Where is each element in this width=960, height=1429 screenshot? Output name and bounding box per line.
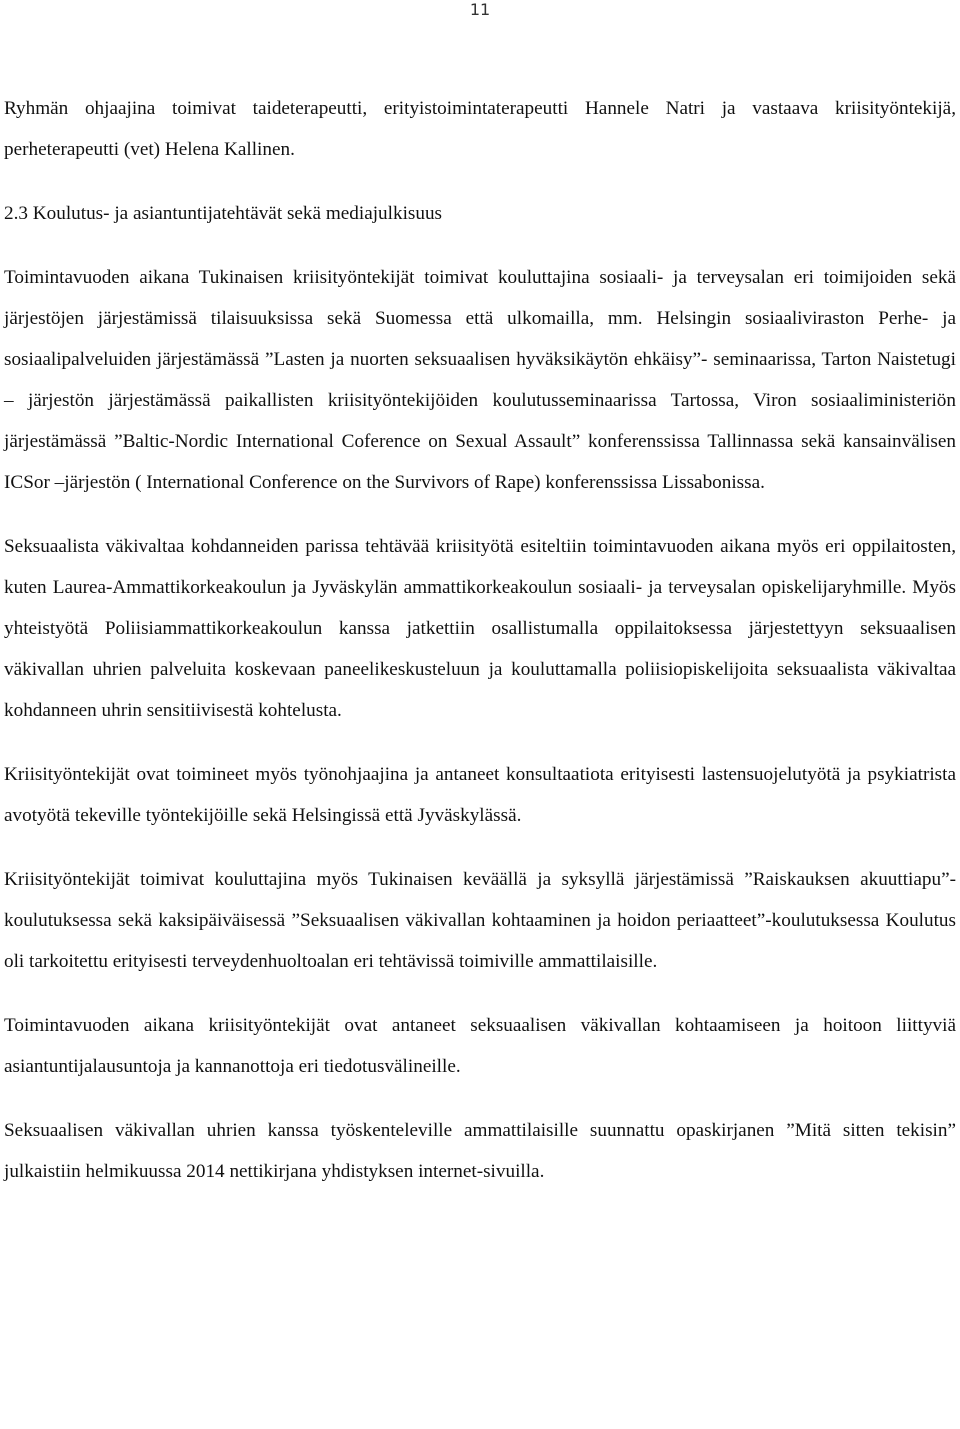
paragraph-spacer (4, 731, 956, 754)
paragraph-institutions: Seksuaalista väkivaltaa kohdanneiden parissa tehtävää kriisityötä esiteltiin toimintavuoden aikana myös eri oppilaitosten, kuten Laurea-Ammattikorkeakoulun ja Jyväskylän ammattikorkeakoulun sosiaali- ja terveysalan opiskelijaryhmille. Myös yhteistyötä Poliisiammattikorkeakoulun kanssa jatkettiin osallistumalla oppilaitoksessa järjestettyyn seksuaalisen väkivallan uhrien palveluita koskevaan paneelikeskusteluun ja kouluttamalla poliisiopiskelijoita seksuaalista väkivaltaa kohdanneen uhrin sensitiivisestä kohtelusta. (4, 536, 956, 721)
paragraph-spacer (4, 503, 956, 526)
paragraph-supervision: Kriisityöntekijät ovat toimineet myös työnohjaajina ja antaneet konsultaatiota erityisesti lastensuojelutyötä ja psykiatrista avotyötä tekeville työntekijöille sekä Helsingissä että Jyväskylässä. (4, 764, 956, 826)
paragraph-guidebook: Seksuaalisen väkivallan uhrien kanssa työskenteleville ammattilaisille suunnattu opaskirjanen ”Mitä sitten tekisin” julkaistiin helmikuussa 2014 nettikirjana yhdistyksen internet-sivuilla. (4, 1120, 956, 1182)
page-number: 11 (469, 0, 491, 19)
document-body (4, 88, 956, 1192)
paragraph-spacer (4, 836, 956, 859)
paragraph-training: Toimintavuoden aikana Tukinaisen kriisityöntekijät toimivat kouluttajina sosiaali- ja terveysalan eri toimijoiden sekä järjestöjen järjestämissä tilaisuuksissa sekä Suomessa että ulkomailla, mm. Helsingin sosiaaliviraston Perhe- ja sosiaalipalveluiden järjestämässä ”Lasten ja nuorten seksuaalisen hyväksikäytön ehkäisy”- seminaarissa, Tarton Naistetugi – järjestön järjestämässä paikallisten kriisityöntekijöiden koulutusseminaarissa Tartossa, Viron sosiaaliministeriön järjestämässä ”Baltic-Nordic International Coference on Sexual Assault” konferenssissa Tallinnassa sekä kansainvälisen ICSor –järjestön ( International Conference on the Survivors of Rape) konferenssissa Lissabonissa. (4, 267, 956, 493)
paragraph-spacer (4, 1087, 956, 1110)
paragraph-spacer (4, 982, 956, 1005)
paragraph-courses: Kriisityöntekijät toimivat kouluttajina myös Tukinaisen keväällä ja syksyllä järjestämissä ”Raiskauksen akuuttiapu”-koulutuksessa sekä kaksipäiväisessä ”Seksuaalisen väkivallan kohtaaminen ja hoidon periaatteet”-koulutuksessa Koulutus oli tarkoitettu erityisesti terveydenhuoltoalan eri tehtävissä toimiville ammattilaisille. (4, 869, 956, 972)
paragraph-statements: Toimintavuoden aikana kriisityöntekijät ovat antaneet seksuaalisen väkivallan kohtaamiseen ja hoitoon liittyviä asiantuntijalausuntoja ja kannanottoja eri tiedotusvälineille. (4, 1015, 956, 1077)
paragraph-spacer (4, 170, 956, 193)
paragraph-spacer (4, 234, 956, 257)
section-heading: 2.3 Koulutus- ja asiantuntijatehtävät sekä mediajulkisuus (4, 203, 443, 224)
paragraph-intro: Ryhmän ohjaajina toimivat taideterapeutti, erityistoimintaterapeutti Hannele Natri ja vastaava kriisityöntekijä, perheterapeutti (vet) Helena Kallinen. (4, 98, 956, 160)
